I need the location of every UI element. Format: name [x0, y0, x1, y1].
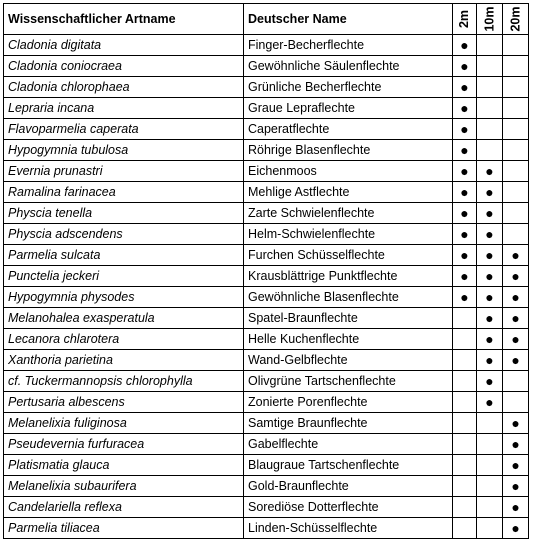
- presence-cell-m2: [453, 203, 477, 224]
- presence-dot-icon: ●: [511, 478, 520, 494]
- header-10m: [477, 4, 503, 35]
- presence-cell-m2: [453, 140, 477, 161]
- presence-cell-m2: [453, 497, 477, 518]
- presence-dot-icon: ●: [460, 268, 469, 284]
- presence-cell-m2: [453, 35, 477, 56]
- presence-dot-icon: ●: [485, 205, 494, 221]
- scientific-name-cell: Pseudevernia furfuracea: [4, 434, 244, 455]
- presence-cell-m20: [503, 35, 529, 56]
- presence-cell-m20: [503, 203, 529, 224]
- german-name-cell: Finger-Becherflechte: [244, 35, 453, 56]
- presence-cell-m20: [503, 224, 529, 245]
- table-row: [4, 56, 529, 77]
- presence-cell-m10: [477, 413, 503, 434]
- presence-cell-m10: [477, 182, 503, 203]
- presence-cell-m2: [453, 224, 477, 245]
- presence-dot-icon: ●: [485, 226, 494, 242]
- german-name-cell: Helle Kuchenflechte: [244, 329, 453, 350]
- german-name-cell: Röhrige Blasenflechte: [244, 140, 453, 161]
- presence-cell-m10: [477, 350, 503, 371]
- german-name-cell: Blaugraue Tartschenflechte: [244, 455, 453, 476]
- presence-cell-m10: [477, 455, 503, 476]
- scientific-name-cell: Xanthoria parietina: [4, 350, 244, 371]
- presence-dot-icon: ●: [511, 457, 520, 473]
- presence-cell-m2: [453, 77, 477, 98]
- table-row: [4, 98, 529, 119]
- german-name-cell: Samtige Braunflechte: [244, 413, 453, 434]
- presence-cell-m20: [503, 350, 529, 371]
- presence-dot-icon: ●: [460, 226, 469, 242]
- german-name-cell: Sorediöse Dotterflechte: [244, 497, 453, 518]
- presence-cell-m20: [503, 119, 529, 140]
- presence-cell-m2: [453, 518, 477, 539]
- presence-dot-icon: ●: [460, 247, 469, 263]
- presence-cell-m2: [453, 350, 477, 371]
- table-row: [4, 77, 529, 98]
- presence-cell-m2: [453, 434, 477, 455]
- presence-cell-m20: [503, 392, 529, 413]
- presence-cell-m2: [453, 413, 477, 434]
- presence-cell-m10: [477, 224, 503, 245]
- scientific-name-cell: Cladonia digitata: [4, 35, 244, 56]
- table-row: [4, 245, 529, 266]
- german-name-cell: Gold-Braunflechte: [244, 476, 453, 497]
- table-row: [4, 308, 529, 329]
- scientific-name-cell: Melanohalea exasperatula: [4, 308, 244, 329]
- presence-cell-m10: [477, 56, 503, 77]
- scientific-name-cell: Lepraria incana: [4, 98, 244, 119]
- presence-cell-m10: [477, 287, 503, 308]
- presence-cell-m2: [453, 476, 477, 497]
- presence-cell-m2: [453, 161, 477, 182]
- presence-dot-icon: ●: [511, 499, 520, 515]
- scientific-name-cell: Evernia prunastri: [4, 161, 244, 182]
- presence-cell-m10: [477, 518, 503, 539]
- scientific-name-cell: Parmelia tiliacea: [4, 518, 244, 539]
- header-20m: [503, 4, 529, 35]
- presence-dot-icon: ●: [511, 247, 520, 263]
- table-row: [4, 518, 529, 539]
- presence-dot-icon: ●: [485, 268, 494, 284]
- presence-dot-icon: ●: [511, 289, 520, 305]
- presence-cell-m20: [503, 518, 529, 539]
- german-name-cell: Caperatflechte: [244, 119, 453, 140]
- presence-cell-m2: [453, 245, 477, 266]
- table-row: [4, 203, 529, 224]
- german-name-cell: Furchen Schüsselflechte: [244, 245, 453, 266]
- scientific-name-cell: Pertusaria albescens: [4, 392, 244, 413]
- scientific-name-cell: Melanelixia fuliginosa: [4, 413, 244, 434]
- german-name-cell: Helm-Schwielenflechte: [244, 224, 453, 245]
- presence-cell-m20: [503, 308, 529, 329]
- presence-cell-m10: [477, 434, 503, 455]
- german-name-cell: Gewöhnliche Säulenflechte: [244, 56, 453, 77]
- presence-cell-m20: [503, 434, 529, 455]
- presence-dot-icon: ●: [460, 58, 469, 74]
- presence-dot-icon: ●: [460, 79, 469, 95]
- scientific-name-cell: Hypogymnia tubulosa: [4, 140, 244, 161]
- scientific-name-cell: Punctelia jeckeri: [4, 266, 244, 287]
- presence-cell-m20: [503, 56, 529, 77]
- table-row: [4, 455, 529, 476]
- scientific-name-cell: Melanelixia subaurifera: [4, 476, 244, 497]
- table-row: [4, 413, 529, 434]
- presence-cell-m10: [477, 140, 503, 161]
- presence-cell-m10: [477, 35, 503, 56]
- scientific-name-cell: Platismatia glauca: [4, 455, 244, 476]
- table-row: [4, 161, 529, 182]
- german-name-cell: Linden-Schüsselflechte: [244, 518, 453, 539]
- presence-cell-m10: [477, 392, 503, 413]
- table-row: [4, 392, 529, 413]
- presence-dot-icon: ●: [511, 331, 520, 347]
- header-20m-label: 20m: [508, 6, 523, 32]
- scientific-name-cell: Lecanora chlarotera: [4, 329, 244, 350]
- presence-cell-m20: [503, 161, 529, 182]
- german-name-cell: Olivgrüne Tartschenflechte: [244, 371, 453, 392]
- presence-dot-icon: ●: [460, 121, 469, 137]
- presence-dot-icon: ●: [511, 268, 520, 284]
- table-row: [4, 476, 529, 497]
- presence-cell-m10: [477, 308, 503, 329]
- presence-cell-m10: [477, 98, 503, 119]
- table-row: [4, 266, 529, 287]
- presence-dot-icon: ●: [485, 331, 494, 347]
- presence-cell-m20: [503, 413, 529, 434]
- presence-cell-m2: [453, 455, 477, 476]
- presence-dot-icon: ●: [485, 373, 494, 389]
- presence-dot-icon: ●: [485, 247, 494, 263]
- presence-cell-m2: [453, 182, 477, 203]
- presence-dot-icon: ●: [511, 436, 520, 452]
- table-row: [4, 371, 529, 392]
- presence-cell-m2: [453, 287, 477, 308]
- presence-cell-m20: [503, 182, 529, 203]
- presence-cell-m20: [503, 266, 529, 287]
- presence-cell-m10: [477, 497, 503, 518]
- german-name-cell: Mehlige Astflechte: [244, 182, 453, 203]
- presence-dot-icon: ●: [460, 163, 469, 179]
- german-name-cell: Spatel-Braunflechte: [244, 308, 453, 329]
- presence-dot-icon: ●: [511, 520, 520, 536]
- german-name-cell: Wand-Gelbflechte: [244, 350, 453, 371]
- presence-dot-icon: ●: [485, 184, 494, 200]
- presence-dot-icon: ●: [485, 289, 494, 305]
- presence-cell-m2: [453, 266, 477, 287]
- presence-cell-m20: [503, 371, 529, 392]
- scientific-name-cell: Parmelia sulcata: [4, 245, 244, 266]
- presence-cell-m20: [503, 77, 529, 98]
- german-name-cell: Eichenmoos: [244, 161, 453, 182]
- presence-cell-m20: [503, 98, 529, 119]
- presence-dot-icon: ●: [460, 289, 469, 305]
- presence-cell-m10: [477, 371, 503, 392]
- presence-cell-m10: [477, 161, 503, 182]
- presence-cell-m10: [477, 77, 503, 98]
- scientific-name-cell: Candelariella reflexa: [4, 497, 244, 518]
- table-row: [4, 329, 529, 350]
- presence-cell-m10: [477, 476, 503, 497]
- presence-dot-icon: ●: [460, 142, 469, 158]
- scientific-name-cell: Physcia adscendens: [4, 224, 244, 245]
- presence-cell-m20: [503, 329, 529, 350]
- header-2m: [453, 4, 477, 35]
- german-name-cell: Gewöhnliche Blasenflechte: [244, 287, 453, 308]
- presence-cell-m10: [477, 245, 503, 266]
- presence-cell-m10: [477, 329, 503, 350]
- scientific-name-cell: Hypogymnia physodes: [4, 287, 244, 308]
- scientific-name-cell: Ramalina farinacea: [4, 182, 244, 203]
- german-name-cell: Krausblättrige Punktflechte: [244, 266, 453, 287]
- table-row: [4, 350, 529, 371]
- header-german-name: Deutscher Name: [244, 4, 453, 35]
- presence-cell-m20: [503, 455, 529, 476]
- presence-dot-icon: ●: [485, 163, 494, 179]
- presence-cell-m2: [453, 56, 477, 77]
- scientific-name-cell: Cladonia chlorophaea: [4, 77, 244, 98]
- scientific-name-cell: Physcia tenella: [4, 203, 244, 224]
- presence-dot-icon: ●: [511, 310, 520, 326]
- presence-cell-m20: [503, 497, 529, 518]
- presence-cell-m20: [503, 245, 529, 266]
- scientific-name-cell: Cladonia coniocraea: [4, 56, 244, 77]
- presence-dot-icon: ●: [511, 352, 520, 368]
- presence-dot-icon: ●: [460, 205, 469, 221]
- presence-dot-icon: ●: [485, 394, 494, 410]
- presence-dot-icon: ●: [460, 184, 469, 200]
- presence-dot-icon: ●: [485, 352, 494, 368]
- table-row: [4, 182, 529, 203]
- header-row: [4, 4, 529, 35]
- lichen-species-table: [3, 3, 529, 539]
- table-row: [4, 224, 529, 245]
- presence-cell-m2: [453, 98, 477, 119]
- scientific-name-cell: cf. Tuckermannopsis chlorophylla: [4, 371, 244, 392]
- scientific-name-cell: Flavoparmelia caperata: [4, 119, 244, 140]
- table-row: [4, 287, 529, 308]
- presence-cell-m20: [503, 476, 529, 497]
- presence-dot-icon: ●: [460, 100, 469, 116]
- header-10m-label: 10m: [482, 6, 497, 32]
- presence-dot-icon: ●: [460, 37, 469, 53]
- table-row: [4, 35, 529, 56]
- presence-cell-m2: [453, 392, 477, 413]
- presence-cell-m2: [453, 308, 477, 329]
- presence-cell-m2: [453, 371, 477, 392]
- table-row: [4, 140, 529, 161]
- german-name-cell: Graue Lepraflechte: [244, 98, 453, 119]
- presence-cell-m10: [477, 266, 503, 287]
- presence-cell-m10: [477, 119, 503, 140]
- presence-dot-icon: ●: [485, 310, 494, 326]
- table-row: [4, 434, 529, 455]
- header-2m-label: 2m: [457, 9, 472, 29]
- presence-cell-m2: [453, 329, 477, 350]
- german-name-cell: Gabelflechte: [244, 434, 453, 455]
- german-name-cell: Zonierte Porenflechte: [244, 392, 453, 413]
- header-scientific-name: Wissenschaftlicher Artname: [4, 4, 244, 35]
- table-row: [4, 497, 529, 518]
- presence-cell-m10: [477, 203, 503, 224]
- presence-cell-m20: [503, 287, 529, 308]
- table-body: [4, 35, 529, 539]
- presence-dot-icon: ●: [511, 415, 520, 431]
- presence-cell-m20: [503, 140, 529, 161]
- presence-cell-m2: [453, 119, 477, 140]
- german-name-cell: Grünliche Becherflechte: [244, 77, 453, 98]
- german-name-cell: Zarte Schwielenflechte: [244, 203, 453, 224]
- table-row: [4, 119, 529, 140]
